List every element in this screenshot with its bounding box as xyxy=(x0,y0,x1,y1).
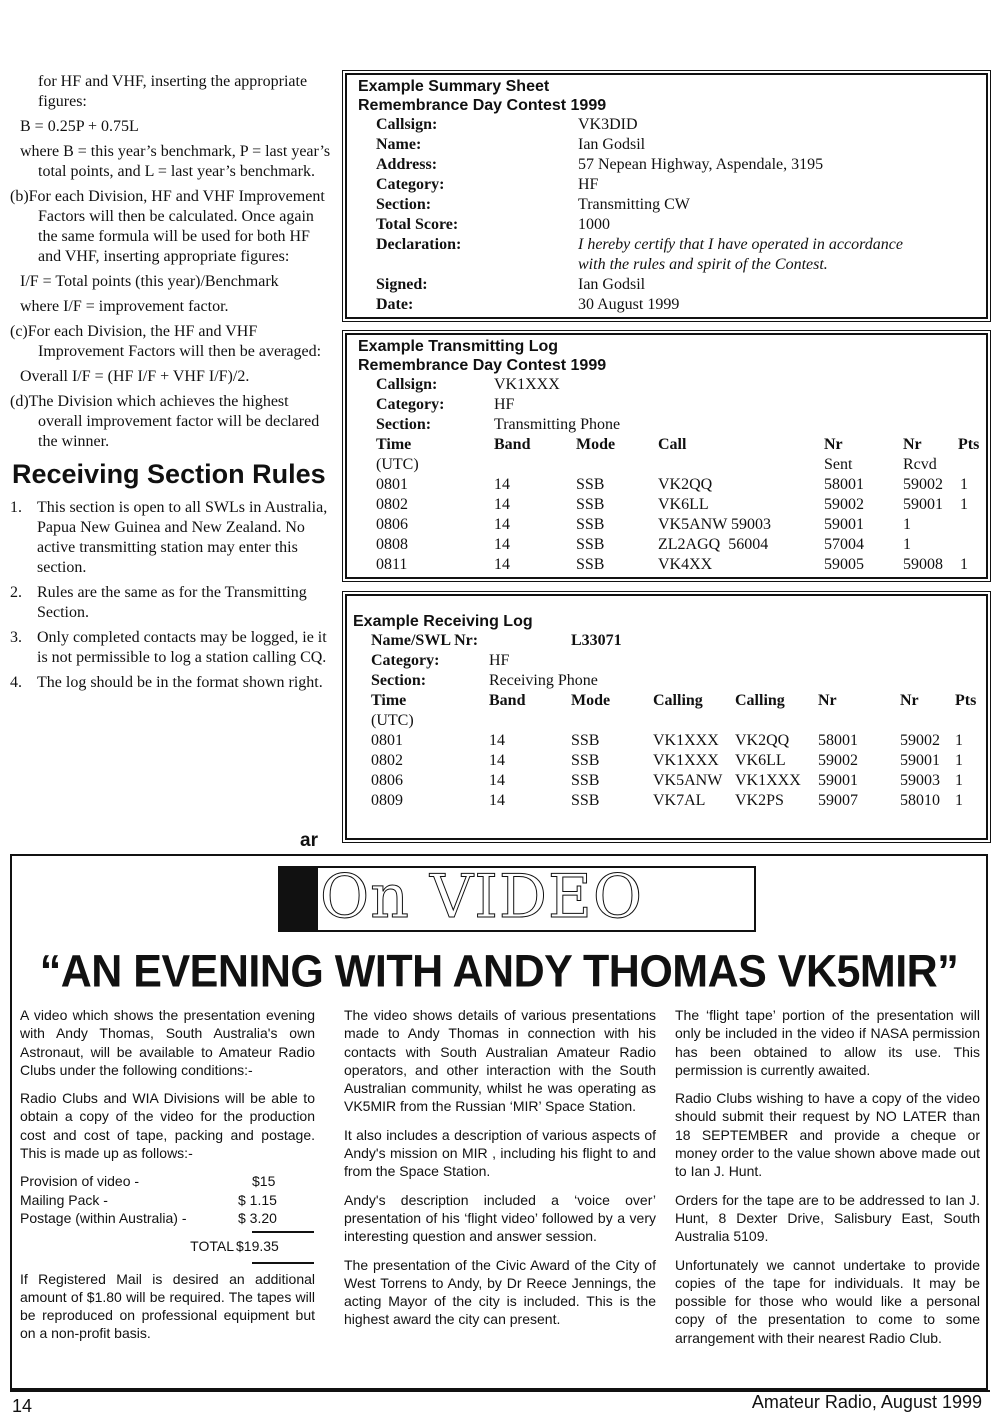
summary-field xyxy=(376,195,980,215)
field-value: VK1XXX xyxy=(494,376,560,393)
cell: VK2QQ xyxy=(658,476,713,493)
total-amount: $19.35 xyxy=(236,1238,279,1255)
field-label: Signed: xyxy=(376,276,428,293)
field-label: Category: xyxy=(371,652,440,669)
cell: VK6LL xyxy=(735,752,786,769)
on-video-text: On VIDEO xyxy=(320,862,644,932)
benchmark-where: where B = this year’s benchmark, P = last year’s total points, and L = last year’s benchmark. xyxy=(20,143,331,180)
field-label: Category: xyxy=(376,176,445,193)
rule-number: 3. xyxy=(10,629,22,646)
field-value: Ian Godsil xyxy=(578,276,646,293)
table-header xyxy=(371,691,982,711)
col-header: Nr xyxy=(903,436,922,453)
summary-field xyxy=(376,115,980,135)
field-value: VK3DID xyxy=(578,116,638,133)
list-item xyxy=(10,673,335,693)
receiving-log-title: Example Receiving Log xyxy=(353,613,533,630)
rule-text: The log should be in the format shown right. xyxy=(37,674,323,691)
cell: SSB xyxy=(571,772,600,789)
table-row xyxy=(376,555,982,575)
field-value: Ian Godsil xyxy=(578,136,646,153)
cell: 14 xyxy=(494,476,510,493)
total-label: TOTAL xyxy=(190,1238,234,1255)
col-header: Mode xyxy=(576,436,616,453)
cell: 1 xyxy=(955,732,963,749)
cost-amount: $ 1.15 xyxy=(238,1191,277,1208)
cell: SSB xyxy=(571,792,600,809)
rule-text: Rules are the same as for the Transmitting Section. xyxy=(37,584,307,621)
overall-equation: Overall I/F = (HF I/F + VHF I/F)/2. xyxy=(20,368,250,385)
transmitting-log-subtitle: Remembrance Day Contest 1999 xyxy=(358,357,607,374)
rule-number: 4. xyxy=(10,674,22,691)
video-paragraph: Radio Clubs and WIA Divisions will be able to obtain a copy of the video for the production cost and cost of tape, packing and postage. This is made up as follows:- xyxy=(20,1090,315,1162)
benchmark-equation: B = 0.25P + 0.75L xyxy=(20,118,139,135)
cell: 59008 xyxy=(903,556,943,573)
cell: 58001 xyxy=(818,732,858,749)
tx-table xyxy=(358,435,982,575)
cell: 1 xyxy=(960,476,968,493)
summary-field xyxy=(376,155,980,175)
cost-item: Provision of video - xyxy=(20,1173,140,1190)
field-label: Section: xyxy=(376,416,432,433)
date-field xyxy=(376,295,980,315)
field-label: Address: xyxy=(376,156,438,173)
rules-list xyxy=(10,498,335,693)
left-column xyxy=(10,72,335,698)
list-item xyxy=(10,628,335,668)
col-header: Time xyxy=(371,692,407,709)
video-column-3 xyxy=(675,1006,980,1357)
cell: 1 xyxy=(955,792,963,809)
field-label: Callsign: xyxy=(376,116,438,133)
table-row xyxy=(376,475,982,495)
cell: 0809 xyxy=(371,792,403,809)
col-header: Calling xyxy=(735,692,785,709)
cell: 59002 xyxy=(903,476,943,493)
receiving-log-box xyxy=(345,594,988,840)
video-paragraph: Andy's description included a ‘voice over’ presentation of his ‘flight video’ followed by a very interesting question and answer session. xyxy=(344,1191,656,1245)
divider xyxy=(252,1262,314,1264)
video-paragraph: The video shows details of various presentations made to Andy Thomas in connection with his contacts with South Australian Amateur Radio operators, and other interaction with the South Australian community, whilst he was operating as VK5MIR from the Russian ‘MIR’ Space Station. xyxy=(344,1007,656,1115)
col-header: Nr xyxy=(818,692,837,709)
video-column-1 xyxy=(20,1006,315,1353)
cell: SSB xyxy=(576,556,605,573)
cell: VK2PS xyxy=(735,792,784,809)
table-row xyxy=(376,515,982,535)
if-where: where I/F = improvement factor. xyxy=(20,298,229,315)
cell: 59001 xyxy=(900,752,940,769)
cost-row xyxy=(20,1209,315,1227)
table-row xyxy=(376,495,982,515)
cell: VK1XXX xyxy=(653,752,719,769)
item-b: (b)For each Division, HF and VHF Improvement Factors will then be calculated. Once again the same formula will be used for both HF and VHF, inserting appropriate figures: xyxy=(10,188,325,265)
col-header: Time xyxy=(376,436,412,453)
declaration-line: with the rules and spirit of the Contest. xyxy=(578,256,828,273)
field-label: Date: xyxy=(376,296,414,313)
cell: 1 xyxy=(960,496,968,513)
field-label: Callsign: xyxy=(376,376,438,393)
declaration-field-cont xyxy=(376,255,980,275)
cost-list xyxy=(20,1172,315,1263)
rule-text: This section is open to all SWLs in Australia, Papua New Guinea and New Zealand. No active transmitting station may enter this section. xyxy=(37,499,328,576)
cell: 0806 xyxy=(376,516,408,533)
field-value: 1000 xyxy=(578,216,610,233)
cell: 0801 xyxy=(376,476,408,493)
cell: 14 xyxy=(489,752,505,769)
total-row xyxy=(20,1237,315,1255)
declaration-field xyxy=(376,235,980,255)
cell: 57004 xyxy=(824,536,864,553)
table-header-sub xyxy=(376,455,982,475)
col-header: Calling xyxy=(653,692,703,709)
cell: 1 xyxy=(903,536,911,553)
video-paragraph: It also includes a description of various aspects of Andy's mission on MIR , including his flight to and from the Space Station. xyxy=(344,1126,656,1180)
table-row xyxy=(371,771,982,791)
cell: SSB xyxy=(576,476,605,493)
col-header: Band xyxy=(489,692,526,709)
cell: 0801 xyxy=(371,732,403,749)
list-item xyxy=(10,498,335,578)
if-equation: I/F = Total points (this year)/Benchmark xyxy=(20,273,279,290)
table-row xyxy=(376,535,982,555)
cost-amount: $ 3.20 xyxy=(238,1209,277,1226)
video-paragraph: Orders for the tape are to be addressed to Ian J. Hunt, 8 Dexter Drive, Salisbury East, South Australia 5109. xyxy=(675,1191,980,1245)
rule-text: Only completed contacts may be logged, ie it is not permissible to log a station calling CQ. xyxy=(37,629,327,666)
field-value: HF xyxy=(489,652,510,669)
cell: 0811 xyxy=(376,556,408,573)
summary-subtitle: Remembrance Day Contest 1999 xyxy=(358,97,607,114)
cost-item: Mailing Pack - xyxy=(20,1191,108,1208)
summary-title: Example Summary Sheet xyxy=(358,78,550,95)
field-label: Declaration: xyxy=(376,236,462,253)
col-header: (UTC) xyxy=(371,712,414,729)
transmitting-log-title: Example Transmitting Log xyxy=(358,338,559,355)
video-title: “AN EVENING WITH ANDY THOMAS VK5MIR” xyxy=(39,946,959,998)
cell: 0808 xyxy=(376,536,408,553)
rule-number: 1. xyxy=(10,499,22,516)
cell: VK4XX xyxy=(658,556,713,573)
summary-sheet-box xyxy=(345,73,988,319)
field-label: Name: xyxy=(376,136,422,153)
rule-number: 2. xyxy=(10,584,22,601)
cell: 59001 xyxy=(903,496,943,513)
rx-category xyxy=(371,651,982,671)
video-column-2 xyxy=(344,1006,656,1339)
page-number: 14 xyxy=(12,1396,33,1416)
receiving-section-heading: Receiving Section Rules xyxy=(12,459,326,489)
cell: 59002 xyxy=(818,752,858,769)
cell: VK5ANW 59003 xyxy=(658,516,772,533)
cell: VK1XXX xyxy=(735,772,801,789)
cell: 14 xyxy=(489,792,505,809)
rx-section xyxy=(371,671,982,691)
tx-section xyxy=(376,415,982,435)
cell: 14 xyxy=(494,496,510,513)
cell: SSB xyxy=(576,496,605,513)
cell: 59003 xyxy=(900,772,940,789)
table-row xyxy=(371,791,982,811)
table-row xyxy=(371,751,982,771)
video-paragraph: The presentation of the Civic Award of the City of West Torrens to Andy, by Dr Reece Jennings, the acting Mayor of the city is included. This is the highest award the city can present. xyxy=(344,1256,656,1328)
cell: SSB xyxy=(571,752,600,769)
cell: 14 xyxy=(494,556,510,573)
cell: 0806 xyxy=(371,772,403,789)
col-header: (UTC) xyxy=(376,456,419,473)
cell: 0802 xyxy=(371,752,403,769)
end-mark: ar xyxy=(300,830,318,851)
cell: 14 xyxy=(494,516,510,533)
on-video-banner xyxy=(278,862,756,932)
table-header-sub xyxy=(371,711,982,731)
transmitting-log-box xyxy=(345,333,988,579)
col-header: Pts xyxy=(955,692,977,709)
field-label: Section: xyxy=(371,672,427,689)
col-header: Pts xyxy=(958,436,980,453)
rx-swl xyxy=(371,631,982,651)
summary-field xyxy=(376,135,980,155)
field-value: HF xyxy=(578,176,599,193)
field-value: L33071 xyxy=(571,632,622,649)
video-paragraph: A video which shows the presentation evening with Andy Thomas, South Australia's own Astronaut, will be available to Amateur Radio Clubs under the following conditions:- xyxy=(20,1007,315,1078)
summary-field xyxy=(376,215,980,235)
cell: 58001 xyxy=(824,476,864,493)
field-label: Section: xyxy=(376,196,432,213)
cost-row xyxy=(20,1191,315,1209)
video-paragraph: Unfortunately we cannot undertake to provide copies of the tape for individuals. It may be possible for those who would like a personal copy of the presentation to come to some arrangement with their nearest Radio Club. xyxy=(675,1256,980,1346)
cell: VK5ANW xyxy=(653,772,723,789)
col-header: Rcvd xyxy=(903,456,937,473)
col-header: Nr xyxy=(824,436,843,453)
cell: 59005 xyxy=(824,556,864,573)
banner-black-block xyxy=(280,868,318,930)
cell: ZL2AGQ 56004 xyxy=(658,536,769,553)
field-label: Name/SWL Nr: xyxy=(371,632,479,649)
cell: SSB xyxy=(576,536,605,553)
video-paragraph: If Registered Mail is desired an additional amount of $1.80 will be required. The tapes will be reproduced on professional equipment but on a non-profit basis. xyxy=(20,1270,315,1342)
field-value: 30 August 1999 xyxy=(578,296,680,313)
publication-name: Amateur Radio, August 1999 xyxy=(751,1392,982,1412)
video-paragraph: Radio Clubs wishing to have a copy of the video should submit their request by NO LATER than 18 SEPTEMBER and provide a cheque or money order to the value shown above made out to Ian J. Hunt. xyxy=(675,1090,980,1180)
cell: VK6LL xyxy=(658,496,709,513)
cell: VK2QQ xyxy=(735,732,790,749)
cell: 1 xyxy=(955,752,963,769)
col-header: Sent xyxy=(824,456,853,473)
cell: SSB xyxy=(576,516,605,533)
tx-category xyxy=(376,395,982,415)
field-value: Receiving Phone xyxy=(489,672,598,689)
signed-field xyxy=(376,275,980,295)
tx-callsign xyxy=(376,375,982,395)
cell: 1 xyxy=(960,556,968,573)
cost-amount: $15 xyxy=(252,1173,276,1190)
field-value: HF xyxy=(494,396,515,413)
field-label: Total Score: xyxy=(376,216,459,233)
cost-row xyxy=(20,1172,315,1190)
rx-table xyxy=(353,691,982,811)
divider xyxy=(252,1231,314,1233)
cell: 14 xyxy=(494,536,510,553)
cell: VK1XXX xyxy=(653,732,719,749)
col-header: Band xyxy=(494,436,531,453)
table-row xyxy=(371,731,982,751)
item-c: (c)For each Division, the HF and VHF Improvement Factors will then be averaged: xyxy=(10,323,322,360)
intro-text: for HF and VHF, inserting the appropriate figures: xyxy=(38,73,308,110)
col-header: Call xyxy=(658,436,687,453)
table-header xyxy=(376,435,982,455)
cell: 59001 xyxy=(824,516,864,533)
field-value: 57 Nepean Highway, Aspendale, 3195 xyxy=(578,156,824,173)
field-value: Transmitting CW xyxy=(578,196,690,213)
cell: 1 xyxy=(903,516,911,533)
cell: 59007 xyxy=(818,792,858,809)
col-header: Mode xyxy=(571,692,611,709)
video-paragraph: The ‘flight tape’ portion of the presentation will only be included in the video if NASA permission has been obtained to allow its use. This permission is currently awaited. xyxy=(675,1007,980,1078)
field-value: Transmitting Phone xyxy=(494,416,621,433)
col-header: Nr xyxy=(900,692,919,709)
cell: VK7AL xyxy=(653,792,706,809)
summary-field xyxy=(376,175,980,195)
cost-item: Postage (within Australia) - xyxy=(20,1209,187,1226)
list-item xyxy=(10,583,335,623)
cell: 14 xyxy=(489,772,505,789)
cell: 59002 xyxy=(900,732,940,749)
cell: 58010 xyxy=(900,792,940,809)
item-d: (d)The Division which achieves the highest overall improvement factor will be declared the winner. xyxy=(10,393,320,450)
cell: 14 xyxy=(489,732,505,749)
cell: 59002 xyxy=(824,496,864,513)
cell: 0802 xyxy=(376,496,408,513)
declaration-line: I hereby certify that I have operated in accordance xyxy=(578,236,903,253)
cell: 59001 xyxy=(818,772,858,789)
cell: SSB xyxy=(571,732,600,749)
field-label: Category: xyxy=(376,396,445,413)
cell: 1 xyxy=(955,772,963,789)
